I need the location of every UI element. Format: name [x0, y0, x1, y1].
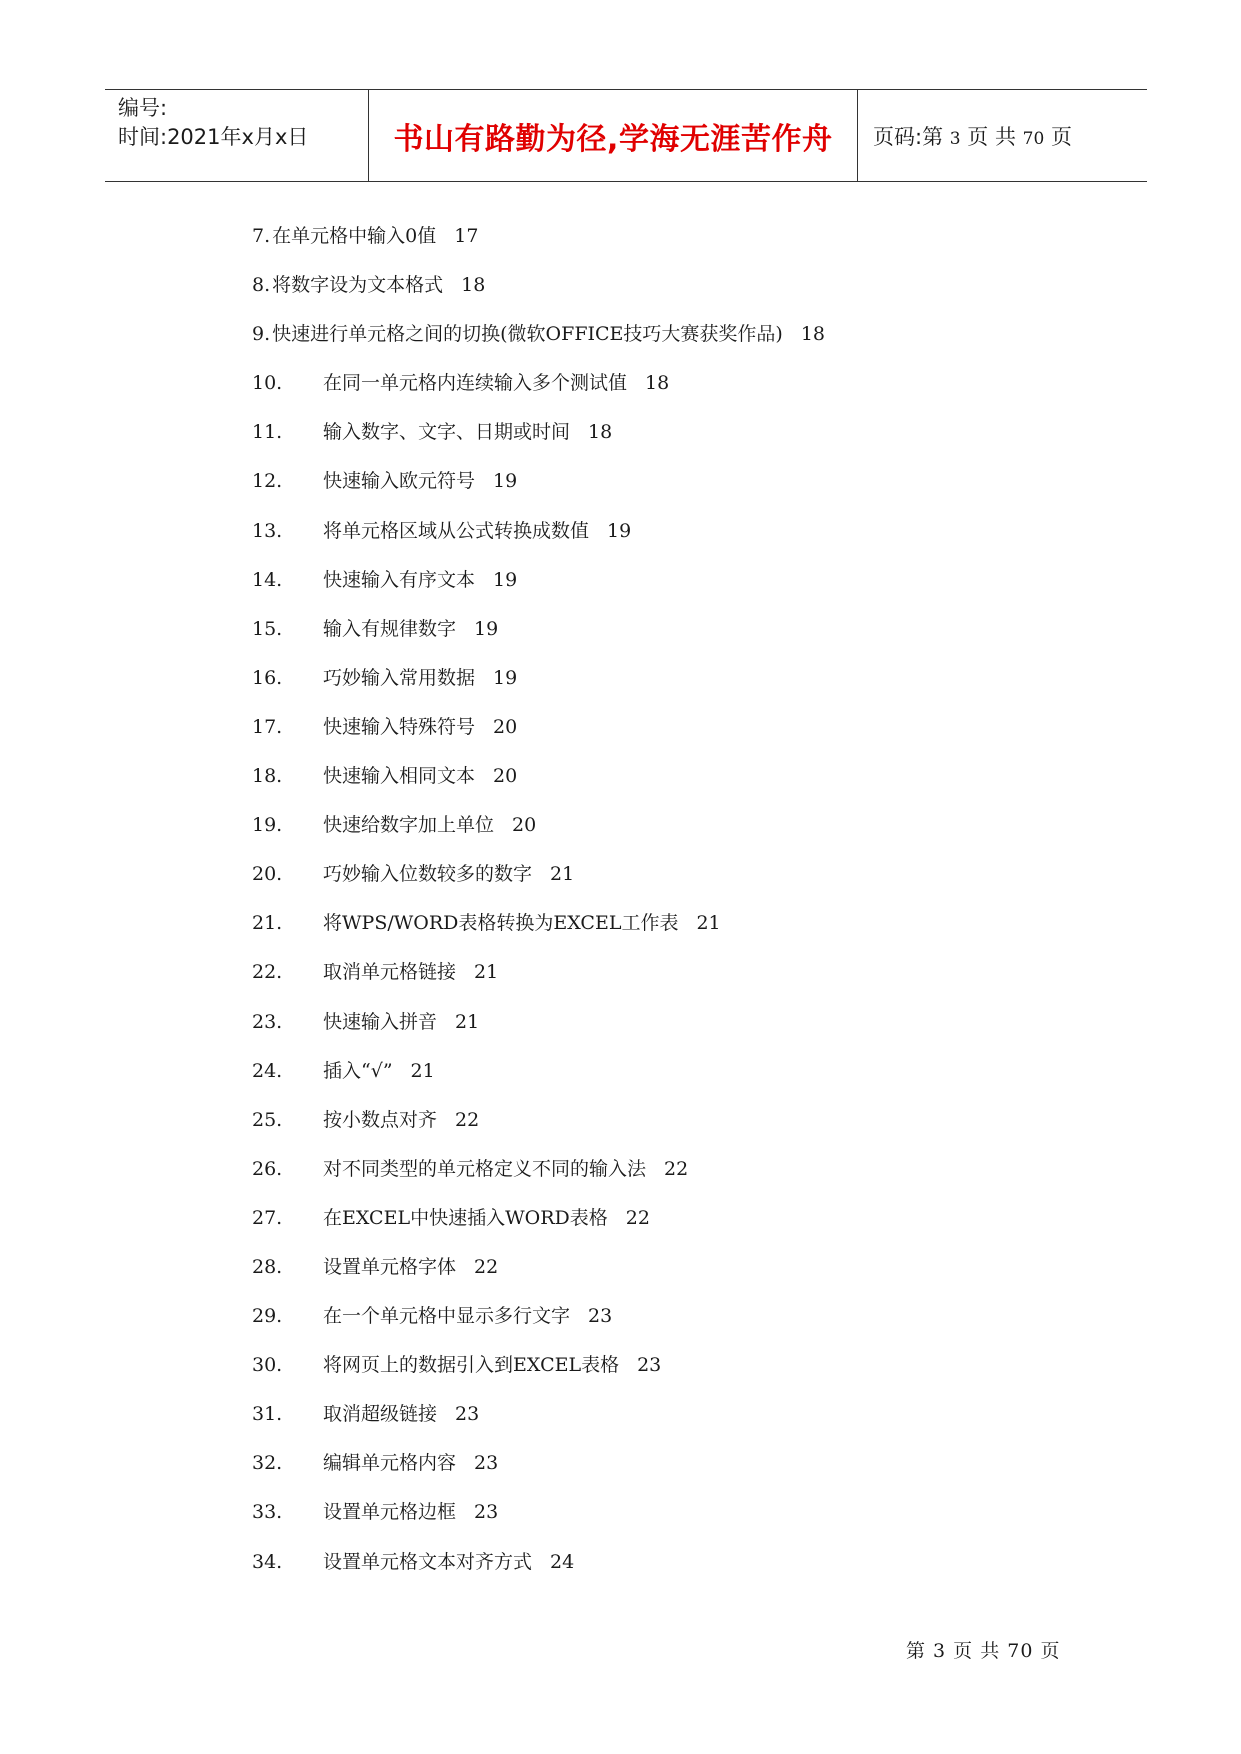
- toc-entry-page: 22: [474, 1255, 499, 1278]
- toc-entry[interactable]: [252, 319, 825, 368]
- toc-entry-page: 24: [550, 1550, 575, 1573]
- toc-entry-page: 19: [493, 568, 518, 591]
- toc-entry-number: 14.: [252, 568, 283, 591]
- toc-entry-title: 将数字设为文本格式: [272, 274, 444, 297]
- toc-entry-title: 设置单元格字体: [323, 1255, 457, 1278]
- toc-entry-page: 18: [588, 421, 613, 444]
- toc-entry[interactable]: [252, 270, 825, 319]
- toc-entry-title: 将WPS/WORD表格转换为EXCEL工作表: [323, 912, 679, 935]
- toc-entry[interactable]: [252, 663, 825, 712]
- toc-entry-page: 19: [493, 666, 518, 689]
- toc-entry-title: 取消超级链接: [323, 1403, 438, 1426]
- toc-entry-page: 23: [474, 1501, 499, 1524]
- toc-entry-page: 20: [493, 765, 518, 788]
- toc-entry-page: 22: [625, 1206, 650, 1229]
- header-page-info: [873, 121, 1072, 151]
- toc-entry-title: 设置单元格边框: [323, 1501, 457, 1524]
- toc-entry[interactable]: [252, 1252, 825, 1301]
- toc-entry-page: 19: [474, 617, 499, 640]
- toc-entry-number: 18.: [252, 765, 283, 788]
- serial-label: 编号:: [118, 96, 168, 120]
- toc-entry-number: 20.: [252, 863, 283, 886]
- toc-entry-title: 对不同类型的单元格定义不同的输入法: [323, 1157, 647, 1180]
- toc-entry-title: 在同一单元格内连续输入多个测试值: [323, 372, 628, 395]
- toc-entry-number: 7.: [252, 225, 271, 247]
- toc-entry-number: 26.: [252, 1157, 283, 1180]
- toc-entry-number: 29.: [252, 1305, 283, 1328]
- toc-entry-number: 15.: [252, 617, 283, 640]
- toc-entry-title: 将单元格区域从公式转换成数值: [323, 519, 590, 542]
- toc-entry[interactable]: [252, 1448, 825, 1497]
- toc-entry-number: 11.: [252, 421, 283, 444]
- toc-entry-title: 取消单元格链接: [323, 961, 457, 984]
- toc-entry-title: 快速输入有序文本: [323, 568, 476, 591]
- toc-entry-title: 编辑单元格内容: [323, 1452, 457, 1475]
- toc-entry-title: 巧妙输入位数较多的数字: [323, 863, 533, 886]
- toc-entry-number: 10.: [252, 372, 283, 395]
- toc-entry-number: 13.: [252, 519, 283, 542]
- toc-entry-number: 22.: [252, 961, 283, 984]
- toc-entry-page: 19: [607, 519, 632, 542]
- toc-entry-title: 快速给数字加上单位: [323, 814, 495, 837]
- toc-entry-page: 21: [474, 961, 499, 984]
- toc-entry-title: 快速输入相同文本: [323, 765, 476, 788]
- toc-entry[interactable]: [252, 368, 825, 417]
- toc-entry-page: 22: [455, 1108, 480, 1131]
- toc-entry-title: 在单元格中输入0值: [272, 225, 437, 247]
- toc-entry-title: 将网页上的数据引入到EXCEL表格: [323, 1354, 620, 1377]
- toc-entry[interactable]: [252, 1007, 825, 1056]
- toc-entry-number: 12.: [252, 470, 283, 493]
- toc-entry-page: 20: [512, 814, 537, 837]
- toc-entry-number: 9.: [252, 323, 271, 346]
- toc-entry-title: 设置单元格文本对齐方式: [323, 1550, 533, 1573]
- toc-entry[interactable]: [252, 1154, 825, 1203]
- toc-entry-page: 23: [588, 1305, 613, 1328]
- toc-entry[interactable]: [252, 1497, 825, 1546]
- toc-entry-page: 18: [461, 274, 486, 297]
- toc-entry[interactable]: [252, 417, 825, 466]
- toc-entry-page: 23: [637, 1354, 662, 1377]
- toc-entry-page: 18: [645, 372, 670, 395]
- toc-entry-number: 34.: [252, 1550, 283, 1573]
- toc-entry-title: 快速输入拼音: [323, 1010, 438, 1033]
- toc-entry[interactable]: [252, 810, 825, 859]
- toc-entry-title: 按小数点对齐: [323, 1108, 438, 1131]
- toc-entry-page: 23: [474, 1452, 499, 1475]
- toc-entry-number: 21.: [252, 912, 283, 935]
- toc-entry-number: 30.: [252, 1354, 283, 1377]
- page-suffix: 页: [1050, 125, 1072, 149]
- toc-entry-page: 21: [455, 1010, 480, 1033]
- toc-entry[interactable]: [252, 1547, 825, 1596]
- header-motto: 书山有路勤为径,学海无涯苦作舟: [393, 122, 833, 157]
- header-meta: [118, 94, 308, 152]
- table-of-contents: [252, 221, 825, 1596]
- toc-entry-title: 快速输入特殊符号: [323, 715, 476, 738]
- toc-entry-page: 18: [800, 323, 826, 346]
- toc-entry-page: 19: [493, 470, 518, 493]
- page-prefix: 页码:第: [873, 125, 944, 149]
- toc-entry-number: 17.: [252, 715, 283, 738]
- toc-entry[interactable]: [252, 1056, 825, 1105]
- toc-entry-title: 在一个单元格中显示多行文字: [323, 1305, 571, 1328]
- toc-entry-title: 快速进行单元格之间的切换(微软OFFICE技巧大赛获奖作品): [272, 323, 783, 346]
- toc-entry[interactable]: [252, 761, 825, 810]
- toc-entry[interactable]: [252, 908, 825, 957]
- toc-entry[interactable]: [252, 957, 825, 1006]
- time-label: 时间:2021年x月x日: [118, 125, 309, 149]
- toc-entry-number: 32.: [252, 1452, 283, 1475]
- toc-entry[interactable]: [252, 1203, 825, 1252]
- page-number: 3: [949, 129, 961, 149]
- toc-entry[interactable]: [252, 466, 825, 515]
- toc-entry-page: 23: [455, 1403, 480, 1426]
- toc-entry-title: 巧妙输入常用数据: [323, 666, 476, 689]
- toc-entry-title: 快速输入欧元符号: [323, 470, 476, 493]
- toc-entry-number: 24.: [252, 1059, 283, 1082]
- toc-entry-page: 17: [454, 225, 479, 247]
- toc-entry-page: 22: [664, 1157, 689, 1180]
- toc-entry-title: 在EXCEL中快速插入WORD表格: [323, 1206, 608, 1229]
- toc-entry[interactable]: [252, 859, 825, 908]
- toc-entry-number: 27.: [252, 1206, 283, 1229]
- toc-entry-number: 8.: [252, 274, 271, 297]
- toc-entry-number: 16.: [252, 666, 283, 689]
- toc-entry-number: 28.: [252, 1255, 283, 1278]
- header-divider-right: [857, 90, 858, 181]
- toc-entry[interactable]: [252, 712, 825, 761]
- toc-entry[interactable]: [252, 1105, 825, 1154]
- toc-entry-page: 21: [410, 1059, 435, 1082]
- toc-entry[interactable]: [252, 1301, 825, 1350]
- toc-entry[interactable]: [252, 516, 825, 565]
- toc-entry-number: 33.: [252, 1501, 283, 1524]
- page-header: [105, 89, 1147, 182]
- toc-entry-page: 21: [550, 863, 575, 886]
- toc-entry-title: 输入数字、文字、日期或时间: [323, 421, 571, 444]
- toc-entry[interactable]: [252, 1350, 825, 1399]
- toc-entry-number: 23.: [252, 1010, 283, 1033]
- page-mid: 页 共: [967, 125, 1016, 149]
- toc-entry-number: 31.: [252, 1403, 283, 1426]
- page-footer: 第 3 页 共 70 页: [906, 1640, 1061, 1662]
- toc-entry[interactable]: [252, 221, 825, 270]
- toc-entry-page: 21: [696, 912, 721, 935]
- toc-entry[interactable]: [252, 1399, 825, 1448]
- toc-entry-number: 25.: [252, 1108, 283, 1131]
- toc-entry-page: 20: [493, 715, 518, 738]
- page-total: 70: [1022, 129, 1045, 149]
- toc-entry-title: 插入“√”: [323, 1059, 393, 1082]
- toc-entry[interactable]: [252, 614, 825, 663]
- toc-entry-title: 输入有规律数字: [323, 617, 457, 640]
- toc-entry[interactable]: [252, 565, 825, 614]
- toc-entry-number: 19.: [252, 814, 283, 837]
